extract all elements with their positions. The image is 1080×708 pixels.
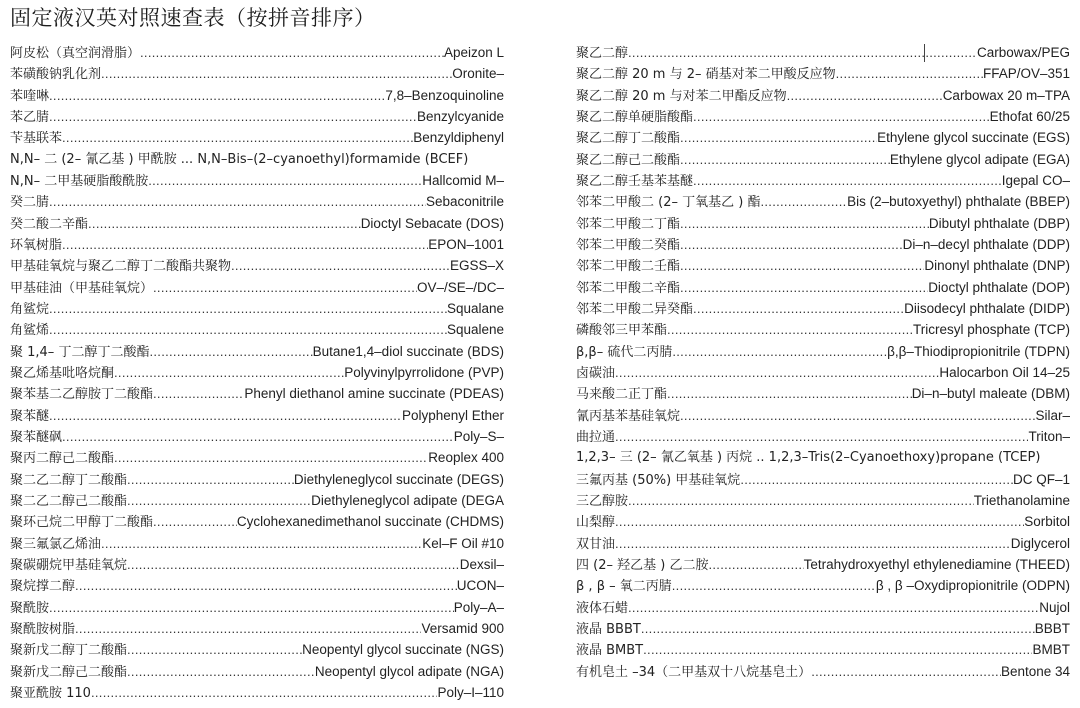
chinese-name: 苄基联苯 xyxy=(10,131,63,147)
table-row xyxy=(576,639,1070,660)
english-name: Butane1,4–diol succinate (BDS) xyxy=(312,343,504,359)
chinese-name: 聚丙二醇己二酸酯 xyxy=(10,451,115,467)
chinese-name: 四 (2– 羟乙基 ) 乙二胺 xyxy=(576,557,709,573)
table-row xyxy=(576,298,1070,319)
text-cursor xyxy=(924,44,925,62)
dot-leader xyxy=(680,149,890,170)
chinese-name: 邻苯二甲酸二异癸酯 xyxy=(576,301,694,317)
chinese-name: 苯喹啉 xyxy=(10,88,50,104)
english-name: Dexsil– xyxy=(459,556,504,572)
english-name: Cyclohexanedimethanol succinate (CHDMS) xyxy=(236,514,504,530)
table-row xyxy=(576,213,1070,234)
english-name: BBBT xyxy=(1034,620,1070,636)
table-row xyxy=(576,469,1070,490)
chinese-name: 癸二酸二辛酯 xyxy=(10,216,89,232)
chinese-name: N,N– 二 (2– 氰乙基 ) 甲酰胺 ... N,N–Bis–(2–cyanoethyl)formamide (BCEF) xyxy=(10,151,469,167)
table-row xyxy=(10,511,504,532)
english-name: Di–n–butyl maleate (DBM) xyxy=(911,386,1070,402)
dot-leader xyxy=(641,618,1035,639)
dot-leader xyxy=(101,533,422,554)
chinese-name: 苯磺酸钠乳化剂 xyxy=(10,67,102,83)
english-name: Versamid 900 xyxy=(421,620,504,636)
table-row xyxy=(576,341,1070,362)
dot-leader xyxy=(680,127,877,148)
english-name: Ethylene glycol adipate (EGA) xyxy=(889,151,1070,167)
english-name: Nujol xyxy=(1039,599,1070,615)
english-name: Benzylcyanide xyxy=(416,108,504,124)
english-name: UCON– xyxy=(456,578,504,594)
dot-leader xyxy=(49,597,454,618)
dot-leader xyxy=(148,170,422,191)
dot-leader xyxy=(811,661,1001,682)
table-row xyxy=(576,191,1070,212)
english-name: Tetrahydroxyethyl ethylenediamine (THEED) xyxy=(803,556,1070,572)
english-name: Sorbitol xyxy=(1024,514,1070,530)
dot-leader xyxy=(127,661,315,682)
table-row xyxy=(576,319,1070,340)
english-name: Hallcomid M– xyxy=(422,172,504,188)
table-row xyxy=(10,149,504,170)
english-name: DC QF–1 xyxy=(1012,471,1070,487)
chinese-name: 聚苯基二乙醇胺丁二酸酯 xyxy=(10,387,154,403)
english-name: Dioctyl Sebacate (DOS) xyxy=(360,215,504,231)
table-row xyxy=(10,362,504,383)
english-name: EPON–1001 xyxy=(428,236,504,252)
right-column xyxy=(576,42,1070,682)
table-row xyxy=(10,42,504,63)
dot-leader xyxy=(62,234,428,255)
english-name: Neopentyl glycol adipate (NGA) xyxy=(314,663,504,679)
chinese-name: 氰丙基苯基硅氧烷 xyxy=(576,408,681,424)
english-name: Tricresyl phosphate (TCP) xyxy=(912,322,1070,338)
dot-leader xyxy=(628,597,1039,618)
dot-leader xyxy=(615,426,1028,447)
chinese-name: 癸二腈 xyxy=(10,195,50,211)
dot-leader xyxy=(62,127,413,148)
english-name: Polyvinylpyrrolidone (PVP) xyxy=(344,364,504,380)
english-name: Squalane xyxy=(446,300,504,316)
table-row xyxy=(576,554,1070,575)
table-row xyxy=(10,597,504,618)
table-row xyxy=(576,490,1070,511)
english-name: Oronite– xyxy=(452,66,504,82)
table-row xyxy=(576,383,1070,404)
dot-leader xyxy=(628,490,974,511)
dot-leader xyxy=(127,554,460,575)
table-row xyxy=(576,597,1070,618)
english-name: Poly–A– xyxy=(453,599,504,615)
english-name: EGSS–X xyxy=(449,258,504,274)
table-row xyxy=(10,170,504,191)
dot-leader xyxy=(672,341,887,362)
chinese-name: 液体石蜡 xyxy=(576,600,629,616)
dot-leader xyxy=(149,341,312,362)
chinese-name: 曲拉通 xyxy=(576,429,616,445)
chinese-name: 聚亚酰胺 110 xyxy=(10,685,91,701)
dot-leader xyxy=(140,42,444,63)
table-row xyxy=(10,319,504,340)
chinese-name: 聚苯醚砜 xyxy=(10,429,63,445)
chinese-name: 聚新戊二醇己二酸酯 xyxy=(10,664,128,680)
table-row xyxy=(576,149,1070,170)
table-row xyxy=(10,490,504,511)
english-name: Dibutyl phthalate (DBP) xyxy=(928,215,1070,231)
chinese-name: 聚烷撑二醇 xyxy=(10,579,76,595)
table-row xyxy=(10,405,504,426)
page-title: 固定液汉英对照速查表（按拼音排序） xyxy=(10,6,376,30)
chinese-name: 磷酸邻三甲苯酯 xyxy=(576,323,668,339)
english-name: Diisodecyl phthalate (DIDP) xyxy=(904,300,1070,316)
dot-leader xyxy=(49,298,447,319)
table-row xyxy=(576,255,1070,276)
chinese-name: 邻苯二甲酸二 (2– 丁氧基乙 ) 酯 xyxy=(576,195,761,211)
chinese-name: 聚二乙二醇丁二酸酯 xyxy=(10,472,128,488)
chinese-name: 聚苯醚 xyxy=(10,408,50,424)
dot-leader xyxy=(680,405,1035,426)
chinese-name: 邻苯二甲酸二壬酯 xyxy=(576,259,681,275)
chinese-name: 三乙醇胺 xyxy=(576,493,629,509)
table-row xyxy=(10,191,504,212)
chinese-name: 聚乙烯基吡咯烷酮 xyxy=(10,365,115,381)
chinese-name: 角鲨烯 xyxy=(10,323,50,339)
table-row xyxy=(10,277,504,298)
table-row xyxy=(576,575,1070,596)
table-row xyxy=(576,447,1070,468)
table-row xyxy=(10,469,504,490)
chinese-name: 聚新戊二醇丁二酸酯 xyxy=(10,643,128,659)
english-name: Di–n–decyl phthalate (DDP) xyxy=(902,236,1070,252)
table-row xyxy=(10,682,504,703)
english-name: Diethyleneglycol adipate (DEGA xyxy=(311,492,504,508)
chinese-name: 聚乙二醇 20 m 与对苯二甲酯反应物 xyxy=(576,88,787,104)
chinese-name: 阿皮松（真空润滑脂） xyxy=(10,46,141,61)
table-row xyxy=(576,170,1070,191)
dot-leader xyxy=(643,639,1032,660)
english-name: β,β–Thiodipropionitrile (TDPN) xyxy=(887,343,1070,359)
chinese-name: 邻苯二甲酸二癸酯 xyxy=(576,237,681,253)
dot-leader xyxy=(760,191,847,212)
table-row xyxy=(576,85,1070,106)
english-name: Carbowax/PEG xyxy=(976,45,1070,60)
table-row xyxy=(576,42,1070,63)
table-row xyxy=(10,554,504,575)
chinese-name: β,β– 硫代二丙腈 xyxy=(576,344,673,360)
dot-leader xyxy=(693,170,1002,191)
dot-leader xyxy=(740,469,1013,490)
dot-leader xyxy=(680,277,928,298)
chinese-name: 卤碳油 xyxy=(576,365,616,381)
table-row xyxy=(576,405,1070,426)
english-name: Bis (2–butoxyethyl) phthalate (BBEP) xyxy=(847,194,1070,210)
english-name: FFAP/OV–351 xyxy=(982,66,1070,82)
dot-leader xyxy=(680,234,903,255)
english-name: Phenyl diethanol amine succinate (PDEAS) xyxy=(244,386,504,402)
chinese-name: 甲基硅氧烷与聚乙二醇丁二酸酯共聚物 xyxy=(10,259,232,275)
table-row xyxy=(10,426,504,447)
dot-leader xyxy=(693,298,904,319)
dot-leader xyxy=(153,383,244,404)
chinese-name: 聚碳硼烷甲基硅氧烷 xyxy=(10,557,128,573)
dot-leader xyxy=(667,383,912,404)
chinese-name: 山梨醇 xyxy=(576,515,616,531)
english-name: OV–/SE–/DC– xyxy=(416,279,504,295)
table-row xyxy=(10,447,504,468)
chinese-name: 聚乙二醇单硬脂酸酯 xyxy=(576,109,694,125)
chinese-name: 聚酰胺 xyxy=(10,600,50,616)
table-row xyxy=(576,362,1070,383)
table-row xyxy=(10,63,504,84)
chinese-name: 液晶 BBBT xyxy=(576,621,641,637)
chinese-name: 聚乙二醇 xyxy=(576,46,629,61)
english-name: Sebaconitrile xyxy=(425,194,504,210)
table-row xyxy=(10,255,504,276)
english-name: Kel–F Oil #10 xyxy=(422,535,504,551)
english-name: Reoplex 400 xyxy=(428,450,504,466)
english-name: Igepal CO– xyxy=(1001,172,1070,188)
dot-leader xyxy=(62,426,454,447)
chinese-name: 邻苯二甲酸二丁酯 xyxy=(576,216,681,232)
dot-leader xyxy=(708,554,803,575)
dot-leader xyxy=(49,106,417,127)
english-name: Polyphenyl Ether xyxy=(401,407,504,423)
chinese-name: 聚乙二醇己二酸酯 xyxy=(576,152,681,168)
chinese-name: β , β – 氧二丙腈 xyxy=(576,579,672,595)
table-row xyxy=(576,511,1070,532)
english-name: Squalene xyxy=(446,322,504,338)
chinese-name: 聚环己烷二甲醇丁二酸酯 xyxy=(10,515,154,531)
chinese-name: 苯乙腈 xyxy=(10,109,50,125)
english-name: 7,8–Benzoquinoline xyxy=(385,87,504,103)
chinese-name: 聚酰胺树脂 xyxy=(10,621,76,637)
table-row xyxy=(10,298,504,319)
chinese-name: 聚三氟氯乙烯油 xyxy=(10,536,102,552)
dot-leader xyxy=(127,639,302,660)
english-name: Diglycerol xyxy=(1010,535,1070,551)
english-name: Ethylene glycol succinate (EGS) xyxy=(877,130,1070,146)
dot-leader xyxy=(680,213,929,234)
dot-leader xyxy=(49,191,426,212)
chinese-name: 邻苯二甲酸二辛酯 xyxy=(576,280,681,296)
english-name: Diethyleneglycol succinate (DEGS) xyxy=(293,471,504,487)
chinese-name: 聚乙二醇壬基苯基醚 xyxy=(576,173,694,189)
dot-leader xyxy=(49,85,385,106)
english-name: Triethanolamine xyxy=(973,492,1070,508)
table-row xyxy=(576,661,1070,682)
dot-leader xyxy=(615,511,1024,532)
table-row xyxy=(10,618,504,639)
dot-leader xyxy=(693,106,990,127)
table-row xyxy=(576,127,1070,148)
chinese-name: 甲基硅油（甲基硅氧烷） xyxy=(10,280,154,296)
dot-leader xyxy=(672,575,876,596)
dot-leader xyxy=(615,533,1011,554)
table-row xyxy=(10,639,504,660)
table-row xyxy=(576,106,1070,127)
table-row xyxy=(10,106,504,127)
chinese-name: 聚乙二醇丁二酸酯 xyxy=(576,131,681,147)
dot-leader xyxy=(88,213,361,234)
dot-leader xyxy=(49,319,447,340)
dot-leader xyxy=(231,255,450,276)
chinese-name: 1,2,3– 三 (2– 氰乙氧基 ) 丙烷 .. 1,2,3–Tris(2–Cyanoethoxy)propane (TCEP) xyxy=(576,450,1041,466)
table-row xyxy=(576,63,1070,84)
english-name: Dioctyl phthalate (DOP) xyxy=(928,279,1070,295)
dot-leader xyxy=(75,618,421,639)
english-name: Poly–S– xyxy=(453,428,504,444)
table-row xyxy=(10,533,504,554)
table-row xyxy=(10,127,504,148)
table-row xyxy=(576,426,1070,447)
chinese-name: 聚 1,4– 丁二醇丁二酸酯 xyxy=(10,344,150,360)
dot-leader xyxy=(127,469,294,490)
chinese-name: N,N– 二甲基硬脂酸酰胺 xyxy=(10,173,149,189)
table-row xyxy=(576,533,1070,554)
table-row xyxy=(576,618,1070,639)
dot-leader xyxy=(114,362,344,383)
dot-leader xyxy=(836,63,983,84)
chinese-name: 角鲨烷 xyxy=(10,301,50,317)
chinese-name: 环氧树脂 xyxy=(10,237,63,253)
english-name: BMBT xyxy=(1032,642,1070,658)
table-row xyxy=(10,213,504,234)
english-name: Benzyldiphenyl xyxy=(413,130,504,146)
table-row xyxy=(576,277,1070,298)
english-name: Apeizon L xyxy=(443,45,504,60)
english-name: Halocarbon Oil 14–25 xyxy=(939,364,1070,380)
table-row xyxy=(10,234,504,255)
chinese-name: 马来酸二正丁酯 xyxy=(576,387,668,403)
english-name: β , β –Oxydipropionitrile (ODPN) xyxy=(875,578,1070,594)
dot-leader xyxy=(127,490,311,511)
dot-leader xyxy=(75,575,457,596)
dot-leader xyxy=(153,277,417,298)
chinese-name: 聚二乙二醇己二酸酯 xyxy=(10,493,128,509)
english-name: Poly–I–110 xyxy=(437,684,504,700)
dot-leader xyxy=(114,447,428,468)
chinese-name: 有机皂土 –34（二甲基双十八烷基皂土） xyxy=(576,664,812,680)
table-row xyxy=(10,341,504,362)
dot-leader xyxy=(680,255,924,276)
table-row xyxy=(10,85,504,106)
dot-leader xyxy=(101,63,452,84)
english-name: Dinonyl phthalate (DNP) xyxy=(924,258,1070,274)
english-name: Carbowax 20 m–TPA xyxy=(942,87,1070,103)
dot-leader xyxy=(787,85,943,106)
dot-leader xyxy=(153,511,237,532)
dot-leader xyxy=(49,405,402,426)
left-column xyxy=(10,42,504,703)
chinese-name: 聚乙二醇 20 m 与 2– 硝基对苯二甲酸反应物 xyxy=(576,67,836,83)
table-row xyxy=(10,575,504,596)
dot-leader xyxy=(667,319,913,340)
english-name: Triton– xyxy=(1028,428,1070,444)
chinese-name: 三氟丙基 (50%) 甲基硅氧烷 xyxy=(576,472,741,488)
english-name: Neopentyl glycol succinate (NGS) xyxy=(302,642,504,658)
english-name: Silar– xyxy=(1035,407,1070,423)
dot-leader xyxy=(615,362,939,383)
table-row xyxy=(576,234,1070,255)
table-row xyxy=(10,383,504,404)
dot-leader xyxy=(91,682,437,703)
english-name: Ethofat 60/25 xyxy=(989,108,1070,124)
chinese-name: 液晶 BMBT xyxy=(576,643,644,659)
english-name: Bentone 34 xyxy=(1000,663,1070,679)
table-row xyxy=(10,661,504,682)
chinese-name: 双甘油 xyxy=(576,536,616,552)
